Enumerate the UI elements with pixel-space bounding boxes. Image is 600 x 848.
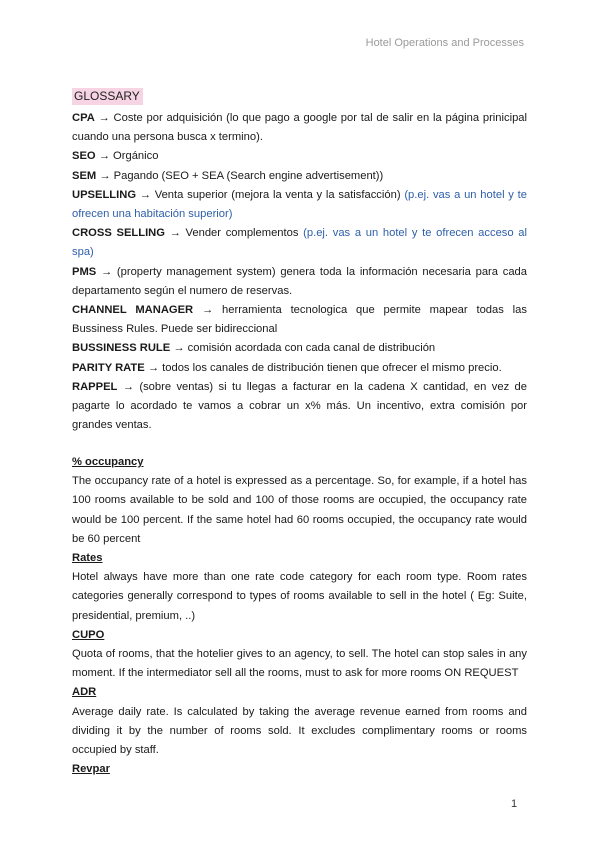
example-note: (p.ej. vas a un hotel y te ofrecen acceso al spa) xyxy=(72,227,528,259)
glossary-entry: CPA → Coste por adquisición (lo que pago a google por tal de salir en la página prinicipal cuando una persona busca x termino). xyxy=(72,112,527,144)
section-heading: ADR xyxy=(72,686,97,699)
glossary-entry: UPSELLING → Venta superior (mejora la venta y la satisfacción) (p.ej. vas a un hotel y te ofrecen una habitación superior) xyxy=(72,188,527,221)
section-body: Hotel always have more than one rate code category for each room type. Room rates categories generally correspond to types of rooms available to sell in the hotel ( Eg: Suite, presidential, premium, ..) xyxy=(72,571,527,622)
section-heading: Revpar xyxy=(72,763,110,776)
example-note: (p.ej. vas a un hotel y te ofrecen una habitación superior) xyxy=(72,188,527,221)
section-heading: % occupancy xyxy=(72,456,144,468)
glossary-entry: SEM → Pagando (SEO + SEA (Search engine advertisement)) xyxy=(72,169,384,182)
glossary-title: GLOSSARY xyxy=(72,88,143,105)
glossary-entry: CROSS SELLING → Vender complementos (p.ej. vas a un hotel y te ofrecen acceso al spa) xyxy=(72,227,528,259)
glossary-entry: SEO → Orgánico xyxy=(72,150,159,163)
glossary-entry: PMS → (property management system) genera toda la información necesaria para cada departamento según el numero de reservas. xyxy=(72,265,527,297)
page-header: Hotel Operations and Processes xyxy=(365,37,524,49)
section-heading: CUPO xyxy=(72,628,105,641)
glossary-entry: PARITY RATE → todos los canales de distribución tienen que ofrecer el mismo precio. xyxy=(72,361,502,374)
section-body: Average daily rate. Is calculated by taking the average revenue earned from rooms and dividing it by the number of rooms sold. It excludes complimentary rooms or rooms occupied by staff. xyxy=(72,705,527,757)
definitions xyxy=(72,453,527,779)
section-heading: Rates xyxy=(72,552,103,565)
glossary-entry: RAPPEL → (sobre ventas) si tu llegas a facturar en la cadena X cantidad, en vez de pagarte lo acordado te vamos a cobrar un x% más. Un incentivo, extra comisión por grandes ventas. xyxy=(72,380,527,432)
glossary-entry: CHANNEL MANAGER → herramienta tecnologica que permite mapear todas las Bussiness Rules. Puede ser bidireccional xyxy=(72,304,527,336)
section-body: Quota of rooms, that the hotelier gives to an agency, to sell. The hotel can stop sales in any moment. If the intermediator sell all the rooms, must to ask for more rooms ON REQUEST xyxy=(72,648,527,680)
page-number: 1 xyxy=(511,798,518,810)
glossary-list xyxy=(72,109,527,435)
section-body: The occupancy rate of a hotel is expressed as a percentage. So, for example, if a hotel has 100 rooms available to be sold and 100 of those rooms are occupied, the occupancy rate would be 100 percent. If the same hotel had 60 rooms occupied, the occupancy rate would be 60 percent xyxy=(72,475,527,545)
glossary-entry: BUSSINESS RULE → comisión acordada con cada canal de distribución xyxy=(72,342,436,355)
